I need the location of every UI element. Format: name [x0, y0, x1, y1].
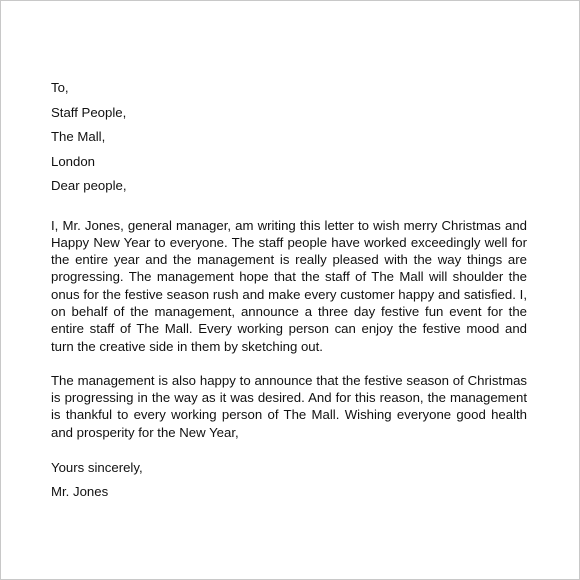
salutation-to: To, [51, 80, 69, 95]
body-paragraph-2: The management is also happy to announce that the festive season of Christmas is progressing in the way as it was desired. And for this reason, the management is thankful to every working person of The Mall. Wishing everyone good health and prosperity for the New Year, [51, 372, 527, 440]
closing-block [51, 459, 527, 507]
address-line-recipient: Staff People, [51, 104, 127, 120]
body-paragraph-1: I, Mr. Jones, general manager, am writing this letter to wish merry Christmas and Happy New Year to everyone. The staff people have worked exceedingly well for the entire year and the management is really pleased with the way things are progressing. The management hope that the staff of The Mall will shoulder the onus for the festive season rush and make every customer happy and satisfied. I, on behalf of the management, announce a three day festive fun event for the entire staff of The Mall. Every working person can enjoy the festive mood and turn the creative side in them by sketching out. [51, 217, 527, 354]
closing-phrase: Yours sincerely, [51, 460, 143, 476]
address-line-city: London [51, 153, 96, 169]
letter-content [51, 79, 527, 507]
greeting: Dear people, [51, 178, 127, 193]
address-line-venue: The Mall, [51, 129, 106, 144]
signature-name: Mr. Jones [51, 484, 109, 500]
